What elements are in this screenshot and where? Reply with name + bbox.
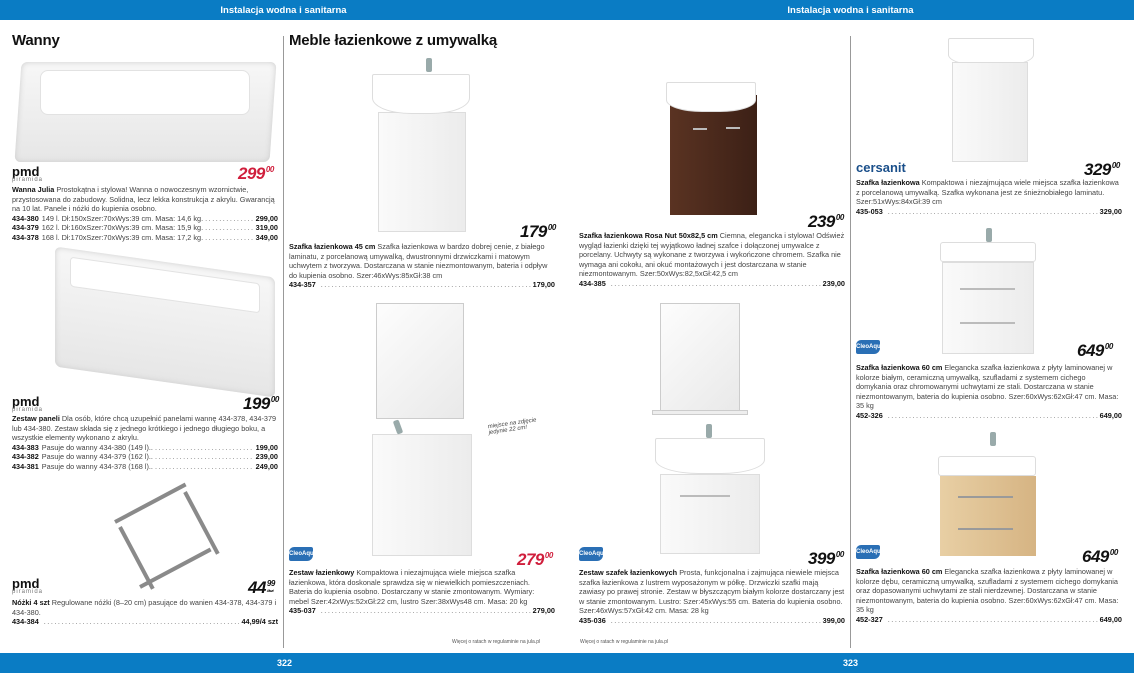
oak-60-basin	[938, 456, 1036, 476]
product-szafka-45	[289, 242, 555, 290]
header-title-right: Instalacja wodna i sanitarna	[787, 4, 914, 16]
variant-row: 435-037 ..... 279,00	[289, 606, 555, 616]
column-divider	[283, 36, 284, 648]
variant-row: 434-357 ..... 179,00	[289, 280, 555, 290]
cabinet-60cm-oak-image[interactable]	[940, 476, 1036, 556]
product-description: Szafka łazienkowa w bardzo dobrej cenie, z białego laminatu, z porcelanową umywalką, dwustronnymi drzwiczkami i matowym uchwytem z tworzywa. Dostarczana w stanie niezmontowanym, bateria i odpływ do kupienia osobno. Szer:46xWys:85xGł:38 cm	[289, 242, 548, 280]
variant-row: 434-383 Pasuje do wanny 434-380 (149 l).. ..... 199,00	[12, 443, 278, 453]
variant-row: 434-382 Pasuje do wanny 434-379 (162 l).. ..... 239,00	[12, 452, 278, 462]
installment-note: Więcej o ratach w regulaminie na jula.pl	[452, 639, 541, 645]
product-szafka-60-white	[856, 363, 1122, 421]
product-name: Zestaw szafek łazienkowych	[579, 568, 678, 577]
brand-logo-cleo-aqua: CleoAqua	[856, 340, 880, 354]
section-title-wanny: Wanny	[12, 32, 60, 49]
page-number-right: 323	[843, 658, 859, 668]
variant-row: 434-379 162 l. Dł:160xSzer:70xWys:39 cm. Masa: 15,9 kg. ..... 319,00	[12, 223, 278, 233]
handle	[958, 528, 1013, 530]
brand-logo-pmd: pmd piramida	[12, 394, 44, 413]
brand-logo-pmd: pmd piramida	[12, 576, 44, 595]
handle	[693, 128, 707, 130]
mirror-shelf	[652, 410, 748, 415]
cabinet-45cm-image[interactable]	[378, 112, 466, 232]
header-bar-left	[0, 0, 567, 20]
product-description: Elegancka szafka łazienkowa z płyty laminowanej w kolorze białym, ceramiczną umywalką, szufladami z systemem cichego domykania oraz chromowanymi uchwytami ze stali. Dostarczana w stanie niezmontowanym, bateria do kupienia osobno. Szer:60xWys:62xGł:47 cm. Masa: 35 kg	[856, 363, 1119, 411]
price-tag: $239^{00}$	[808, 212, 844, 231]
installment-note: Więcej o ratach w regulaminie na jula.pl	[580, 639, 669, 645]
variant-row: 452-327 ..... 649,00	[856, 615, 1122, 625]
faucet	[426, 58, 432, 72]
bath-legs-image	[183, 491, 219, 555]
variant-row: 434-385 ..... 239,00	[579, 279, 845, 289]
handle	[960, 322, 1015, 324]
product-description: Elegancka szafka łazienkowa z płyty laminowanej w kolorze dębu, ceramiczną umywalką, szufladami z systemem cichego domykania oraz dopasowanymi uchwytami ze stali nierdzewnej. Dostarczana w stanie niezmontowanym, bateria do kupienia osobno. Szer:60xWys:62xGł:47 cm. Masa: 35 kg	[856, 567, 1119, 615]
variant-row: 435-053 ..... 329,00	[856, 207, 1122, 217]
page-number-left: 322	[277, 658, 293, 668]
cabinet-rosa-nut-image[interactable]	[670, 95, 757, 215]
price-tag: $179^{00}$	[520, 222, 556, 241]
price-tag: $199^{00}$	[243, 394, 279, 413]
product-name: Szafka łazienkowa 45 cm	[289, 242, 376, 251]
product-szafka-60-oak	[856, 567, 1122, 625]
product-zestaw-szafek	[579, 568, 845, 626]
cabinet-rosa-nut-basin	[666, 82, 756, 112]
white-60-basin	[940, 242, 1036, 262]
handle	[960, 288, 1015, 290]
mirror-image[interactable]	[376, 303, 464, 419]
faucet	[986, 228, 992, 242]
footer-bar	[0, 653, 1134, 673]
product-description: Prosta, funkcjonalna i zajmująca niewiele miejsca szafka łazienkowa z lustrem wyposażonym w półkę. Drzwiczki szafki mają zawiasy po prawej stronie. Zestaw w błyszczącym białym kolorze dostarczany jest w stanie zmontowanym. Lustro: Szer:45xWys:55 cm. Bateria do kupienia osobno. Szer:46xWys:57xGł:42 cm. Masa: 28 kg	[579, 568, 845, 616]
price-tag: $279^{00}$	[517, 550, 553, 569]
variant-row: 434-380 149 l. Dł:150xSzer:70xWys:39 cm. Masa: 14,6 kg. ..... 299,00	[12, 214, 278, 224]
price-tag: $399^{00}$	[808, 549, 844, 568]
brand-logo-cleo-aqua: CleoAqua	[856, 545, 880, 559]
header-title-left: Instalacja wodna i sanitarna	[220, 4, 347, 16]
product-name: Szafka łazienkowa 60 cm	[856, 363, 943, 372]
product-description: Kompaktowa i niezajmująca wiele miejsca szafka łazienkowa z porcelanową umywalką. Szafka wykonana jest ze śnieżnobiałego laminatu. Szer:51xWys:84xGł:39 cm	[856, 178, 1119, 207]
product-rosa-nut	[579, 231, 845, 289]
variant-row: 434-384 ..... 44,99/4 szt	[12, 617, 278, 627]
mirror-with-shelf-image[interactable]	[660, 303, 740, 411]
vanity-basin	[655, 438, 765, 474]
variant-row: 434-381 Pasuje do wanny 434-378 (168 l).. ..... 249,00	[12, 462, 278, 472]
faucet	[706, 424, 712, 438]
column-divider	[850, 36, 851, 648]
handwritten-note: miejsce na zdjęcie jedynie 22 cm!	[487, 417, 537, 437]
bath-legs-image[interactable]	[114, 483, 187, 524]
brand-logo-cleo-aqua: CleoAqua	[289, 547, 313, 561]
section-title-meble: Meble łazienkowe z umywalką	[289, 32, 498, 49]
product-description: Ciemna, elegancka i stylowa! Odśwież wygląd łazienki dzięki tej wyjątkowo ładnej szafce i dołączonej umywalce z porcelany. Uchwyty są wykonane z tworzywa i wykończone chromem. Szafka nie wymaga ani cokołu, ani okuć montażowych i jest dostarczana w stanie niezmontowanym. Szer:50xWys:82,5xGł:42,5 cm	[579, 231, 845, 279]
brand-logo-pmd: pmd piramida	[12, 164, 44, 183]
product-nozki	[12, 598, 278, 627]
faucet	[393, 419, 403, 434]
price-tag: $44^{99/4szt}$	[248, 578, 275, 597]
product-name: Nóżki 4 szt	[12, 598, 50, 607]
product-name: Szafka łazienkowa 60 cm	[856, 567, 943, 576]
small-cabinet-image[interactable]	[372, 434, 472, 556]
variant-row: 452-326 ..... 649,00	[856, 411, 1122, 421]
bathtub-basin	[40, 70, 250, 115]
product-name: Wanna Julia	[12, 185, 55, 194]
product-description: Regulowane nóżki (8–20 cm) pasujące do wanien 434-378, 434-379 i 434-380.	[12, 598, 277, 617]
price-tag: $299^{00}$	[238, 164, 274, 183]
product-zestaw-lazienkowy	[289, 568, 555, 616]
product-description: Kompaktowa i niezajmująca wiele miejsca szafka łazienkowa, która doskonale sprawdza się w niewielkich pomieszczeniach. Bateria do kupienia osobno. Dostarczany w stanie zmontowanym. Wymiary: mebel Szer:42xWys:52xGł:22 cm, lustro Szer:38xWys48 cm. Masa: 20 kg	[289, 568, 535, 606]
product-description: Prostokątna i stylowa! Wanna o nowoczesnym wzornictwie, przystosowana do zabudowy. Solidna, lecz lekka konstrukcja z akrylu. Gwarancją na 10 lat. Panele i nóżki do kupienia osobno.	[12, 185, 275, 214]
handle	[958, 496, 1013, 498]
product-description: Dla osób, które chcą uzupełnić panelami wannę 434-378, 434-379 lub 434-380. Zestaw składa się z jednego krótkiego i jednego długiego boku, a wszystkie elementy wykonano z akrylu.	[12, 414, 277, 443]
brand-logo-cersanit: cersanit	[856, 160, 906, 175]
brand-logo-cleo-aqua: CleoAqua	[579, 547, 603, 561]
product-szafka-cersanit	[856, 178, 1122, 216]
product-zestaw-paneli	[12, 414, 278, 472]
cabinet-60cm-white-image[interactable]	[942, 262, 1034, 354]
price-tag: $329^{00}$	[1084, 160, 1120, 179]
variant-row: 435-036 ..... 399,00	[579, 616, 845, 626]
product-name: Zestaw paneli	[12, 414, 60, 423]
product-name: Zestaw łazienkowy	[289, 568, 355, 577]
header-bar-right	[567, 0, 1134, 20]
variant-row: 434-378 168 l. Dł:170xSzer:70xWys:39 cm. Masa: 17,2 kg. ..... 349,00	[12, 233, 278, 243]
product-name: Szafka łazienkowa Rosa Nut 50x82,5 cm	[579, 231, 718, 240]
product-name: Szafka łazienkowa	[856, 178, 920, 187]
handle	[680, 495, 730, 497]
price-tag: $649^{00}$	[1077, 341, 1113, 360]
cabinet-45cm-basin	[372, 74, 470, 114]
bath-legs-image	[118, 526, 154, 590]
vanity-cabinet-image[interactable]	[660, 474, 760, 554]
faucet	[990, 432, 996, 446]
cersanit-cabinet-image[interactable]	[952, 62, 1028, 162]
product-wanna-julia	[12, 185, 278, 243]
handle	[726, 127, 740, 129]
price-tag: $649^{00}$	[1082, 547, 1118, 566]
